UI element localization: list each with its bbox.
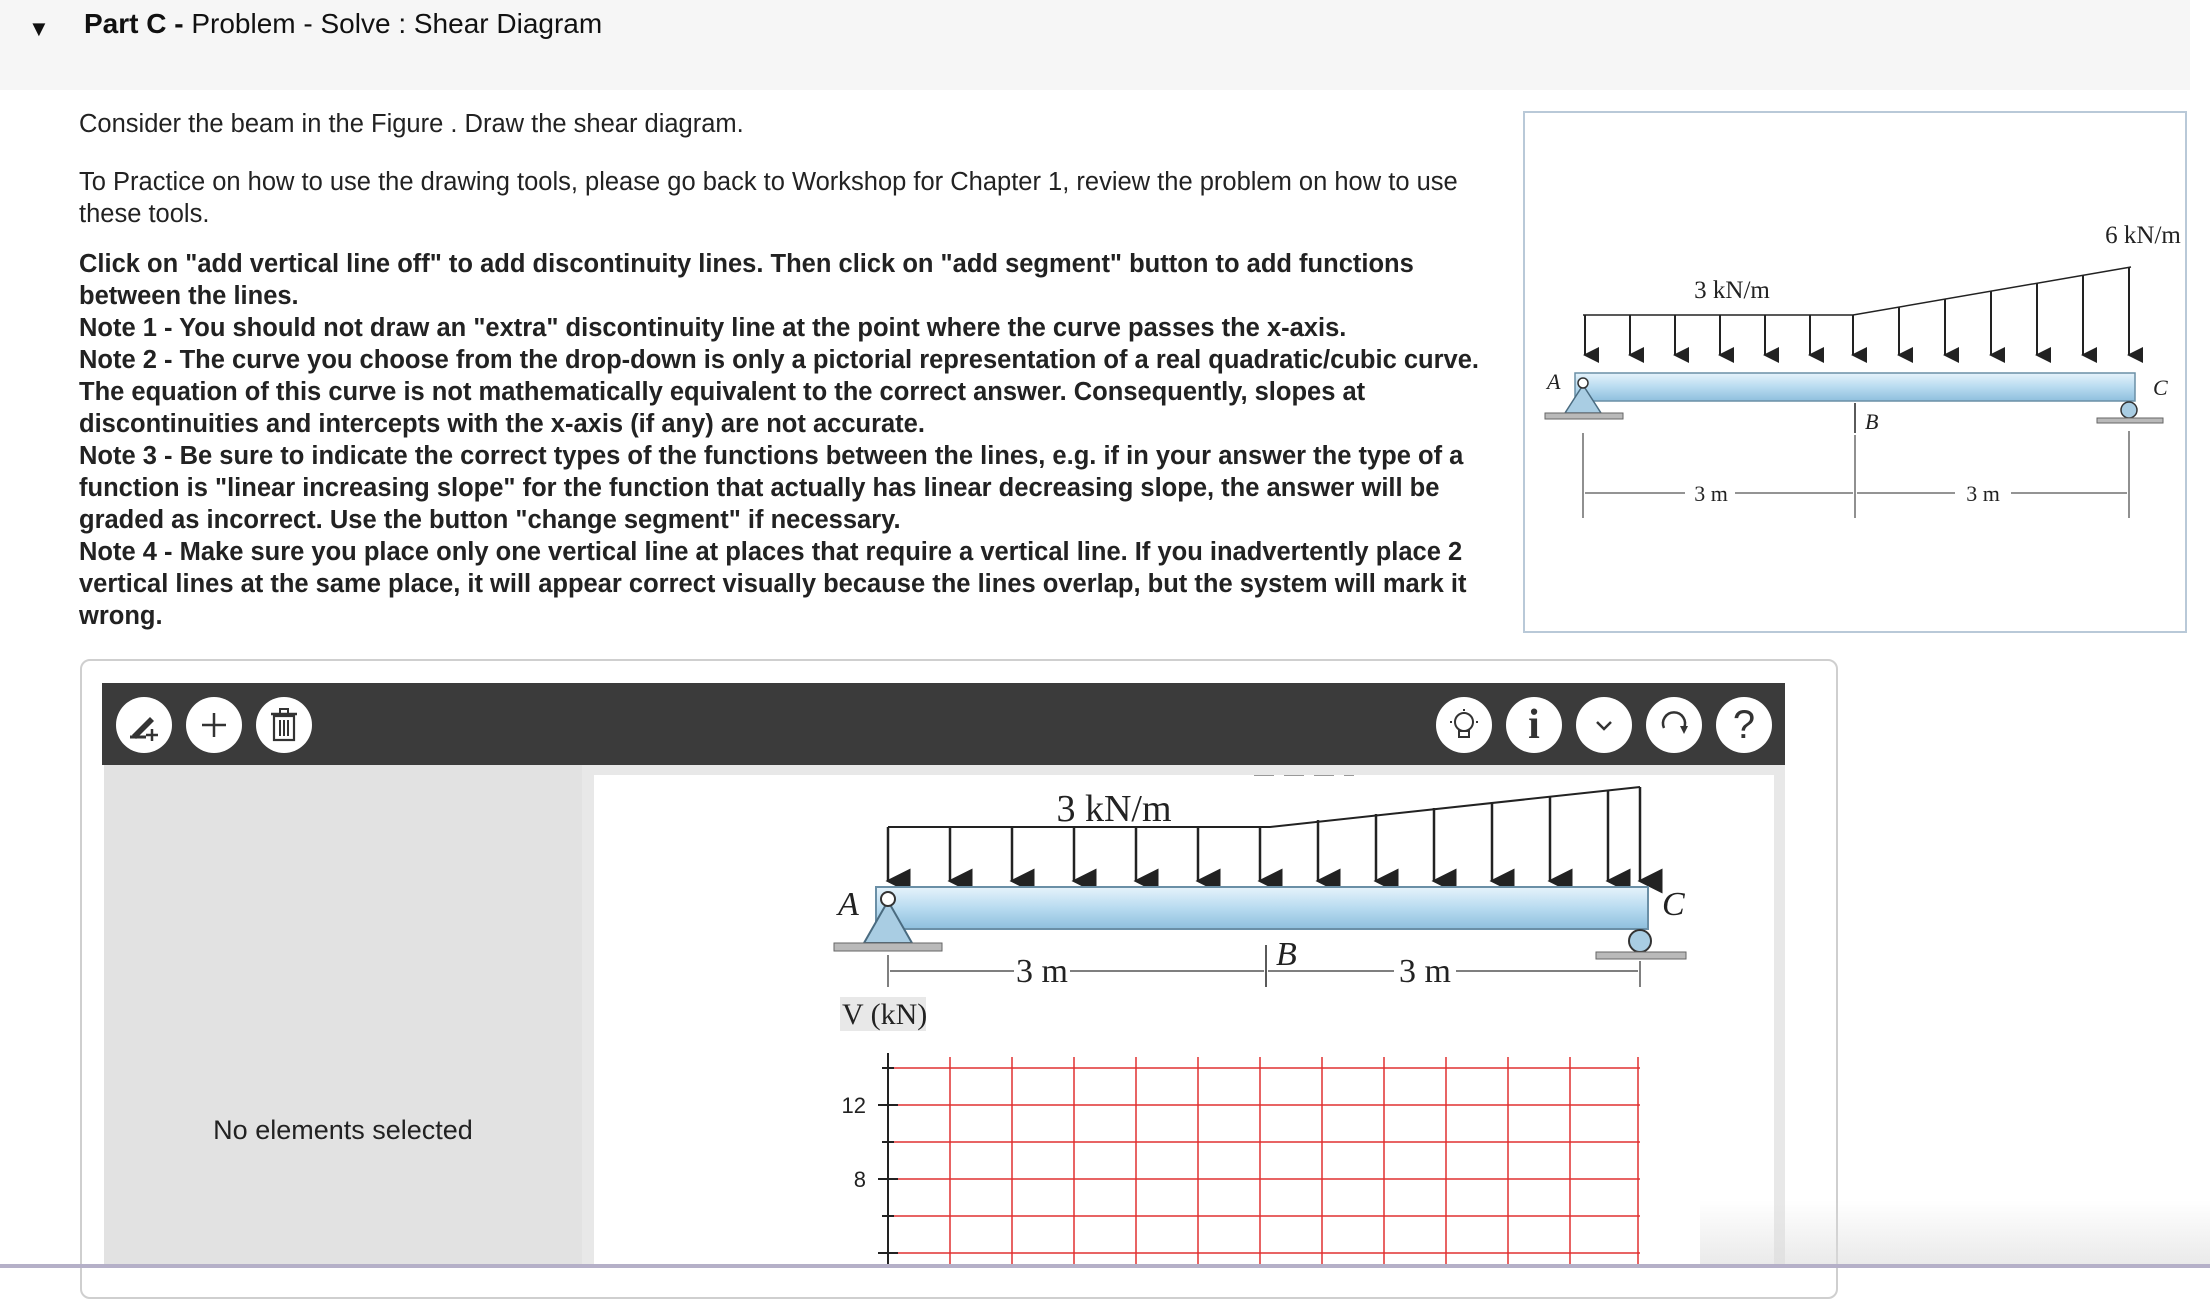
add-segment-button[interactable] (186, 697, 242, 753)
instructions (79, 108, 1499, 632)
hint-button[interactable] (1436, 697, 1492, 753)
add-vertical-line-button[interactable] (116, 697, 172, 753)
canvas-span-2-label: 3 m (1399, 953, 1451, 990)
canvas-roller-support-c (1596, 930, 1686, 959)
note-1: Note 1 - You should not draw an "extra" discontinuity line at the point where the curve passes the x-axis. (79, 314, 1347, 342)
canvas-beam (876, 887, 1648, 929)
label-b: B (1865, 409, 1879, 434)
canvas-dimension-lines (888, 955, 1640, 987)
add-vertical-line-icon (126, 707, 162, 743)
shear-axis (878, 1053, 898, 1268)
info-button[interactable] (1506, 697, 1562, 753)
drawing-canvas[interactable] (594, 775, 1774, 1268)
beam (1575, 373, 2135, 401)
part-header[interactable] (0, 0, 2190, 90)
shear-grid (888, 1057, 1640, 1268)
canvas-load-outline (888, 787, 1640, 827)
notes-block (79, 248, 1499, 632)
canvas-load-label: 3 kN/m (1056, 788, 1172, 830)
help-button[interactable] (1716, 697, 1772, 753)
reset-button[interactable] (1646, 697, 1702, 753)
click-note: Click on "add vertical line off" to add discontinuity lines. Then click on "add segment" button to add functions between the lines. (79, 250, 1414, 310)
tick-12: 12 (841, 1093, 866, 1118)
load-right-label: 6 kN/m (2105, 222, 2181, 249)
hint-icon (1446, 707, 1482, 743)
collapse-caret-icon[interactable]: ▼ (28, 16, 50, 41)
part-title-text: Problem - Solve : Shear Diagram (191, 8, 603, 39)
help-icon: ? (1732, 702, 1756, 747)
info-icon: i (1528, 702, 1540, 748)
practice-text: To Practice on how to use the drawing tools, please go back to Workshop for Chapter 1, review the problem on how to use these tools. (79, 168, 1458, 228)
delete-icon (269, 708, 299, 742)
label-a: A (1547, 369, 1561, 394)
tick-8: 8 (853, 1167, 866, 1192)
span-1-label: 3 m (1694, 481, 1728, 506)
canvas-label-a: A (838, 886, 859, 923)
canvas-span-1-label: 3 m (1016, 953, 1068, 990)
bottom-divider (0, 1264, 2210, 1268)
canvas-load-arrows (888, 787, 1640, 881)
drawing-toolbar (102, 683, 1785, 765)
intro-text: Consider the beam in the Figure . Draw the shear diagram. (79, 110, 744, 138)
no-selection-message: No elements selected (213, 1115, 473, 1145)
load-left-label: 3 kN/m (1694, 277, 1770, 304)
canvas-svg (594, 775, 1774, 1268)
roller-support-c (2097, 402, 2163, 423)
label-c: C (2153, 375, 2168, 400)
reference-figure (1523, 111, 2187, 633)
canvas-label-c: C (1662, 886, 1685, 923)
reset-icon (1657, 708, 1691, 742)
part-title (84, 8, 602, 40)
add-segment-icon (197, 708, 231, 742)
span-2-label: 3 m (1966, 481, 2000, 506)
part-label: Part C - (84, 8, 184, 39)
properties-panel (104, 765, 582, 1268)
load-arrows (1585, 267, 2129, 355)
dimension-lines (1583, 431, 2129, 518)
load-outline (1583, 267, 2131, 315)
beam-figure-svg (1525, 113, 2185, 631)
axis-label: V (kN) (842, 998, 928, 1031)
note-4: Note 4 - Make sure you place only one vertical line at places that require a vertical line. If you inadvertently place 2 vertical lines at the same place, it will appear correct visually because the lines overlap, but the system will mark it wrong. (79, 538, 1467, 630)
canvas-label-b: B (1276, 936, 1297, 973)
note-3: Note 3 - Be sure to indicate the correct types of the functions between the lines, e.g. if in your answer the type of a function is "linear increasing slope" for the function that actually has linear decreasing slope, the answer will be graded as incorrect. Use the button "change segment" if necessary. (79, 442, 1464, 534)
note-2: Note 2 - The curve you choose from the drop-down is only a pictorial representation of a real quadratic/cubic curve. The equation of this curve is not mathematically equivalent to the correct answer. Consequently, slopes at discontinuities and intercepts with the x-axis (if any) are not accurate. (79, 346, 1479, 438)
dropdown-button[interactable] (1576, 697, 1632, 753)
delete-button[interactable] (256, 697, 312, 753)
chevron-down-icon (1592, 713, 1616, 737)
bottom-fade (1700, 1200, 2210, 1264)
